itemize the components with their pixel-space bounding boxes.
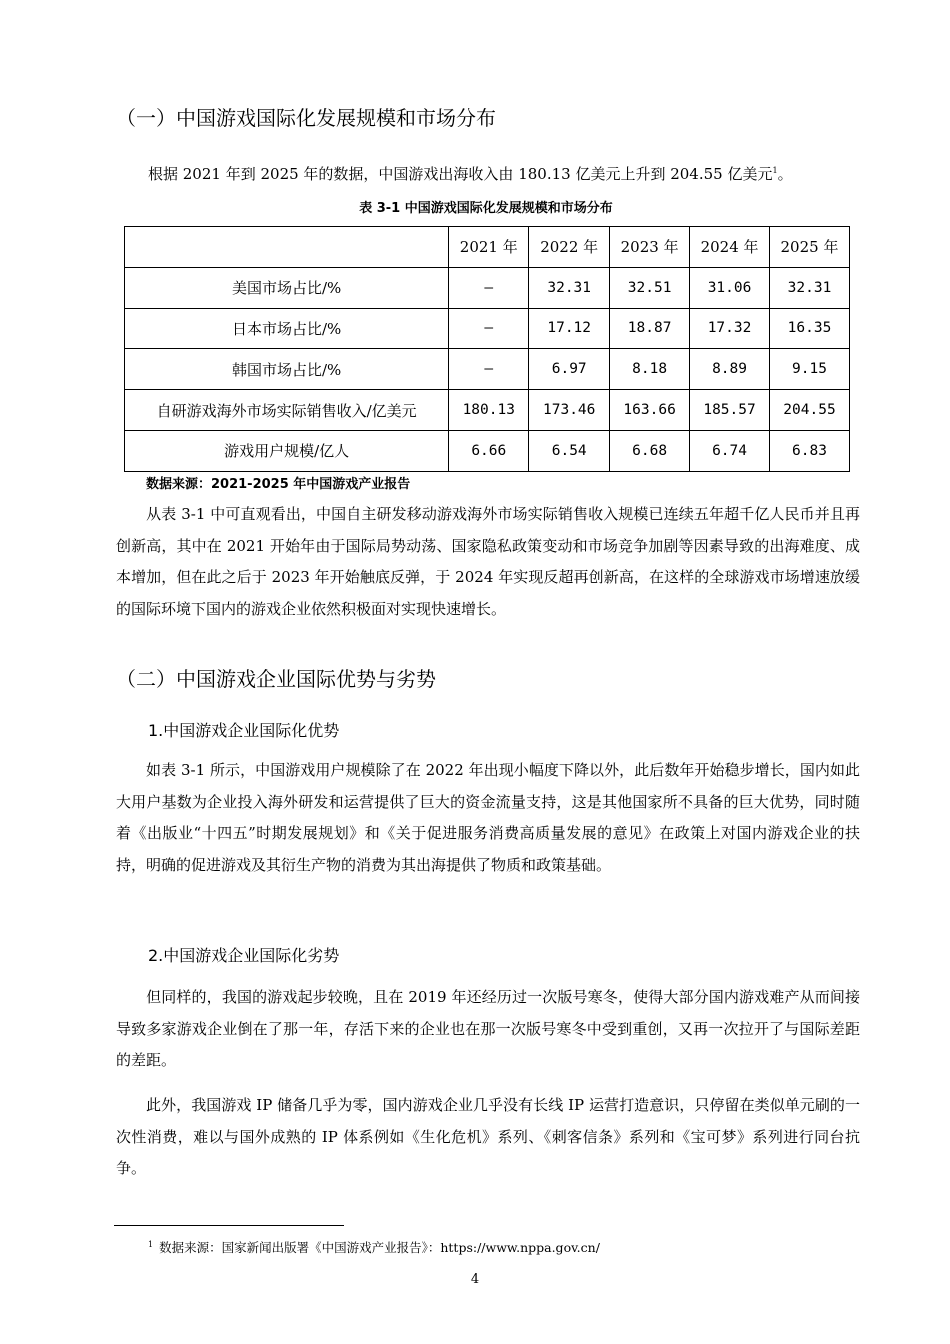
table-row	[125, 349, 850, 390]
table-cell: 9.15	[770, 349, 850, 390]
row-label: 自研游戏海外市场实际销售收入/亿美元	[125, 390, 449, 431]
header-cell: 2024 年	[690, 227, 770, 268]
table-cell: 18.87	[610, 308, 690, 349]
header-cell: 2023 年	[610, 227, 690, 268]
table-cell: 6.66	[449, 430, 529, 471]
table-row	[125, 308, 850, 349]
table-source: 数据来源：2021-2025 年中国游戏产业报告	[146, 477, 411, 492]
table-row	[125, 390, 850, 431]
table-cell: 16.35	[770, 308, 850, 349]
section-heading-2: （二）中国游戏企业国际优势与劣势	[116, 667, 436, 691]
footnote-ref[interactable]: 1	[772, 166, 778, 175]
table-cell: 180.13	[449, 390, 529, 431]
table-caption: 表 3-1 中国游戏国际化发展规模和市场分布	[359, 201, 613, 216]
table-cell: 8.18	[610, 349, 690, 390]
paragraph-text: 此外，我国游戏 IP 储备几乎为零，国内游戏企业几乎没有长线 IP 运营打造意识，只停留在类似单元刷的一次性消费，难以与国外成熟的 IP 体系例如《生化危机》系列、《刺客信条》系列和《宝可梦》系列进行同台抗争。	[116, 1096, 860, 1177]
table-cell: 32.31	[529, 267, 610, 308]
table-row	[125, 267, 850, 308]
table-cell: 31.06	[690, 267, 770, 308]
table-cell: 8.89	[690, 349, 770, 390]
table-cell: 6.54	[529, 430, 610, 471]
paragraph-text: 从表 3-1 中可直观看出，中国自主研发移动游戏海外市场实际销售收入规模已连续五年超千亿人民币并且再创新高，其中在 2021 开始年由于国际局势动荡、国家隐私政策变动和市场竞争加剧等因素导致的出海难度、成本增加，但在此之后于 2023 年开始触底反弹，于 2024 年实现反超再创新高，在这样的全球游戏市场增速放缓的国际环境下国内的游戏企业依然积极面对实现快速增长。	[116, 505, 860, 618]
paragraph-advantage	[116, 755, 860, 881]
paragraph-analysis	[116, 499, 860, 625]
intro-text: 根据 2021 年到 2025 年的数据，中国游戏出海收入由 180.13 亿美元上升到 204.55 亿美元	[148, 165, 773, 183]
row-label: 美国市场占比/%	[125, 267, 449, 308]
header-cell: 2022 年	[529, 227, 610, 268]
intro-end: 。	[777, 165, 793, 183]
table-cell: 163.66	[610, 390, 690, 431]
table-cell: 6.97	[529, 349, 610, 390]
page-number: 4	[470, 1272, 480, 1287]
intro-paragraph	[148, 159, 793, 186]
paragraph-disadvantage-2	[116, 1090, 860, 1185]
subsection-heading-advantage: 1.中国游戏企业国际化优势	[148, 721, 340, 740]
paragraph-text: 如表 3-1 所示，中国游戏用户规模除了在 2022 年出现小幅度下降以外，此后数年开始稳步增长，国内如此大用户基数为企业投入海外研发和运营提供了巨大的资金流量支持，这是其他国家所不具备的巨大优势，同时随着《出版业“十四五”时期发展规划》和《关于促进服务消费高质量发展的意见》在政策上对国内游戏企业的扶持，明确的促进游戏及其衍生产物的消费为其出海提供了物质和政策基础。	[116, 761, 860, 874]
data-table	[124, 226, 850, 472]
table-cell: –	[449, 349, 529, 390]
table-cell: 6.83	[770, 430, 850, 471]
table-header-row	[125, 227, 850, 268]
paragraph-disadvantage-1	[116, 982, 860, 1077]
table-cell: 17.12	[529, 308, 610, 349]
table-cell: –	[449, 308, 529, 349]
header-cell: 2021 年	[449, 227, 529, 268]
table-cell: 32.51	[610, 267, 690, 308]
row-label: 韩国市场占比/%	[125, 349, 449, 390]
table-cell: 204.55	[770, 390, 850, 431]
table-row	[125, 430, 850, 471]
section-heading-1: （一）中国游戏国际化发展规模和市场分布	[116, 106, 496, 130]
footnote-text: 数据来源：国家新闻出版署《中国游戏产业报告》：https://www.nppa.gov.cn/	[159, 1240, 600, 1255]
table-cell: 6.74	[690, 430, 770, 471]
footnote-marker: 1	[148, 1240, 154, 1249]
row-label: 游戏用户规模/亿人	[125, 430, 449, 471]
subsection-heading-disadvantage: 2.中国游戏企业国际化劣势	[148, 946, 340, 965]
header-cell: 2025 年	[770, 227, 850, 268]
table-cell: –	[449, 267, 529, 308]
footnote	[148, 1236, 600, 1257]
row-label: 日本市场占比/%	[125, 308, 449, 349]
header-cell	[125, 227, 449, 268]
table-cell: 6.68	[610, 430, 690, 471]
table-cell: 17.32	[690, 308, 770, 349]
paragraph-text: 但同样的，我国的游戏起步较晚，且在 2019 年还经历过一次版号寒冬，使得大部分国内游戏难产从而间接导致多家游戏企业倒在了那一年，存活下来的企业也在那一次版号寒冬中受到重创，又再一次拉开了与国际差距的差距。	[116, 988, 860, 1069]
table-cell: 32.31	[770, 267, 850, 308]
table-cell: 173.46	[529, 390, 610, 431]
table-cell: 185.57	[690, 390, 770, 431]
footnote-divider	[114, 1225, 344, 1226]
